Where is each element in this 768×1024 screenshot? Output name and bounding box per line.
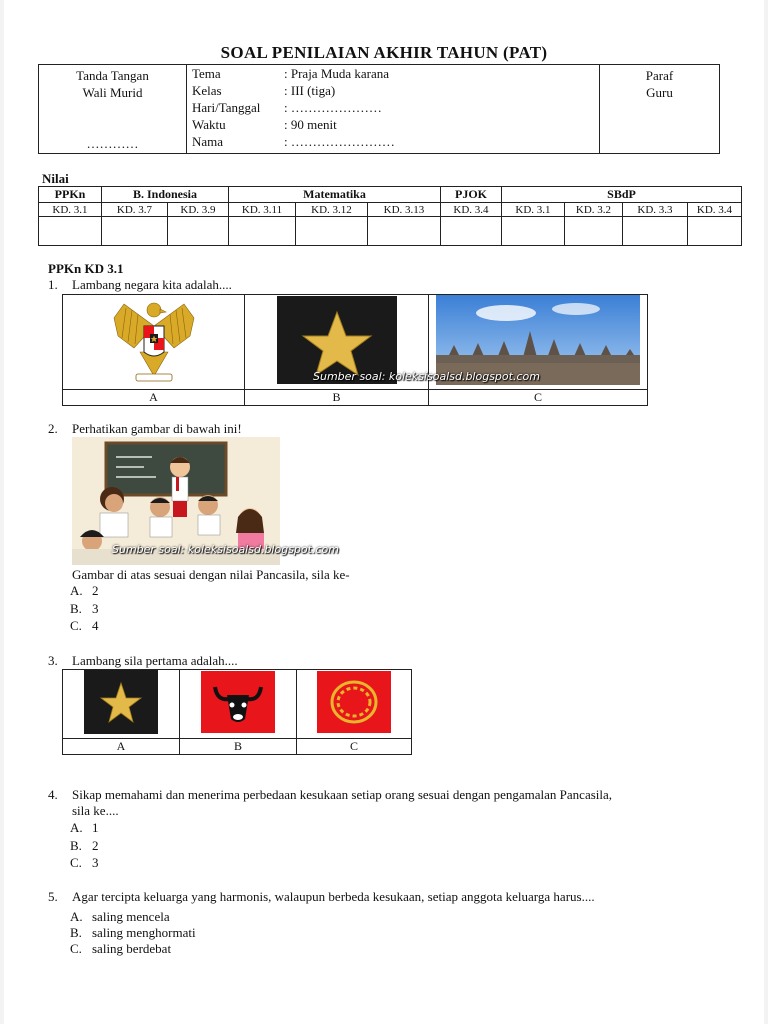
q4-options	[70, 819, 99, 872]
q5-option-c[interactable]: C. saling berdebat	[70, 941, 172, 956]
q4-option-b[interactable]: B. 2	[70, 837, 99, 853]
kd-cell: KD. 3.1	[39, 203, 102, 217]
nilai-label: Nilai	[42, 171, 69, 186]
question-5: 5. Agar tercipta keluarga yang harmonis, walaupun berbeda kesukaan, setiap anggota keluarga harus....	[48, 889, 595, 904]
q2-option-b[interactable]: B. 3	[70, 600, 99, 616]
kd-cell: KD. 3.3	[623, 203, 688, 217]
borobudur-temple-image	[313, 295, 648, 390]
watermark-q1: Sumber soal: koleksisoalsd.blogspot.com	[313, 370, 540, 383]
question-3: 3. Lambang sila pertama adalah....	[48, 653, 238, 668]
q2-option-c[interactable]: C. 4	[70, 618, 99, 633]
info-row-nama: Nama : ……………………	[192, 134, 395, 149]
info-row-tanggal: Hari/Tanggal : …………………	[192, 100, 382, 115]
q2-options	[70, 582, 99, 635]
signature-dots: …………	[86, 136, 139, 151]
q5-options	[70, 909, 196, 957]
question-1: 1. Lambang negara kita adalah....	[48, 277, 232, 292]
score-input-cell	[368, 217, 441, 246]
subject-ppkn: PPKn	[39, 187, 102, 203]
score-input-cell	[168, 217, 229, 246]
score-input-cell	[565, 217, 623, 246]
question-4-line2: sila ke....	[72, 803, 119, 818]
q5-option-a[interactable]: A. saling mencela	[70, 909, 170, 924]
header-table	[38, 64, 720, 154]
subject-matematika: Matematika	[229, 187, 441, 203]
question-2-followup: Gambar di atas sesuai dengan nilai Pancasila, sila ke-	[72, 567, 350, 582]
q3-label-b: B	[180, 739, 297, 755]
q4-option-c[interactable]: C. 3	[70, 855, 99, 870]
chain-image	[297, 670, 412, 739]
kd-cell: KD. 3.9	[168, 203, 229, 217]
kd-cell: KD. 3.7	[102, 203, 168, 217]
score-input-cell	[102, 217, 168, 246]
q4-option-a[interactable]: A. 1	[70, 820, 99, 835]
subject-pjok: PJOK	[441, 187, 502, 203]
kd-cell: KD. 3.2	[565, 203, 623, 217]
teacher-label-line1: Paraf	[645, 68, 674, 83]
q1-label-b: B	[245, 390, 429, 406]
score-input-cell	[623, 217, 688, 246]
kd-cell: KD. 3.4	[688, 203, 742, 217]
q1-label-c: C	[429, 390, 648, 406]
info-row-kelas: Kelas : III (tiga)	[192, 83, 336, 98]
star-symbol-image	[63, 670, 180, 739]
score-input-cell	[39, 217, 102, 246]
q3-label-a: A	[63, 739, 180, 755]
q3-label-c: C	[297, 739, 412, 755]
q2-option-a[interactable]: A. 2	[70, 583, 99, 598]
score-table	[38, 186, 742, 246]
q1-image-table	[62, 294, 648, 406]
garuda-emblem-image	[63, 295, 245, 390]
q3-image-table	[62, 669, 412, 755]
document-title: SOAL PENILAIAN AKHIR TAHUN (PAT)	[220, 43, 548, 62]
kd-cell: KD. 3.4	[441, 203, 502, 217]
section-heading: PPKn KD 3.1	[48, 261, 124, 276]
signature-label-line1: Tanda Tangan	[76, 68, 149, 83]
subject-bindonesia: B. Indonesia	[102, 187, 229, 203]
q5-option-b[interactable]: B. saling menghormati	[70, 925, 196, 940]
subject-sbdp: SBdP	[502, 187, 742, 203]
signature-label-line2: Wali Murid	[82, 85, 143, 100]
score-input-cell	[441, 217, 502, 246]
bull-head-image	[180, 670, 297, 739]
kd-cell: KD. 3.13	[368, 203, 441, 217]
score-input-cell	[296, 217, 368, 246]
teacher-sign-cell	[600, 65, 720, 154]
question-2: 2. Perhatikan gambar di bawah ini!	[48, 421, 242, 436]
signature-parent-cell	[39, 65, 187, 154]
score-input-cell	[688, 217, 742, 246]
watermark-q2: Sumber soal: koleksisoalsd.blogspot.com	[112, 543, 339, 556]
score-input-cell	[229, 217, 296, 246]
info-row-tema: Tema : Praja Muda karana	[192, 66, 390, 81]
q1-label-a: A	[63, 390, 245, 406]
student-info-cell	[187, 65, 600, 154]
question-4: 4. Sikap memahami dan menerima perbedaan kesukaan setiap orang sesuai dengan pengamalan Pancasila,	[48, 787, 613, 802]
kd-cell: KD. 3.11	[229, 203, 296, 217]
score-input-cell	[502, 217, 565, 246]
kd-cell: KD. 3.12	[296, 203, 368, 217]
info-row-waktu: Waktu : 90 menit	[192, 117, 337, 132]
kd-cell: KD. 3.1	[502, 203, 565, 217]
teacher-label-line2: Guru	[646, 85, 673, 100]
classroom-illustration	[72, 437, 339, 565]
